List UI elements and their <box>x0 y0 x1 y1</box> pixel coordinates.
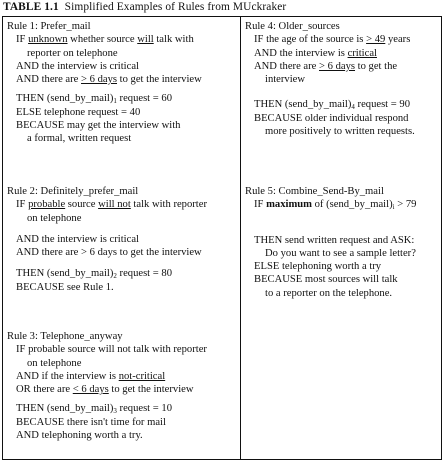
rule-5-then: THEN send written request and ASK: <box>254 234 415 246</box>
rule-1-because-cont: a formal, written request <box>27 133 132 145</box>
rule-2-condition-3: AND there are > 6 days to get the interview <box>16 247 202 259</box>
rule-1-condition-1: IF unknown whether source will talk with <box>16 34 194 46</box>
rule-5 <box>245 185 416 300</box>
rule-5-condition: IF maximum of $(send\_by\_mail)_i > 79$ <box>254 199 417 212</box>
rule-4-condition-1: IF the age of the source is > 49 years <box>254 34 411 46</box>
rule-4-because: BECAUSE older individual respond <box>254 112 409 124</box>
rule-4 <box>245 20 415 138</box>
rule-4-condition-3: AND there are > 6 days to get the <box>254 60 398 72</box>
rule-3-then: THEN $(send\_by\_mail)_3$ request = 10 <box>16 403 172 416</box>
rule-5-title: Rule 5: Combine_Send-By_mail <box>245 186 384 197</box>
rule-2 <box>7 185 207 294</box>
table-caption <box>3 1 286 14</box>
rule-3-because: BECAUSE there isn't time for mail <box>16 416 166 428</box>
rule-2-then: THEN $(send\_by\_mail)_2$ request = 80 <box>16 268 172 281</box>
rule-2-condition-1-cont: on telephone <box>27 212 82 224</box>
rule-4-condition-3-cont: interview <box>265 74 306 86</box>
rule-5-then-question: Do you want to see a sample letter? <box>265 247 416 259</box>
rule-2-condition-2: AND the interview is critical <box>16 233 139 245</box>
rule-4-title: Rule 4: Older_sources <box>245 21 340 32</box>
rule-3 <box>7 330 207 442</box>
rule-2-because: BECAUSE see Rule 1. <box>16 281 114 293</box>
rule-3-because-cont: AND telephoning worth a try. <box>16 430 143 442</box>
rule-3-condition-1: IF probable source will not talk with reporter <box>16 344 207 356</box>
table-label: TABLE 1.1 <box>3 1 59 13</box>
rule-5-because-cont: to a reporter on the telephone. <box>265 287 393 299</box>
rule-2-condition-1: IF probable source will not talk with reporter <box>16 199 207 211</box>
rule-5-else: ELSE telephoning worth a try <box>254 261 382 273</box>
rule-1-because: BECAUSE may get the interview with <box>16 120 181 132</box>
rule-3-condition-2: AND if the interview is not-critical <box>16 370 166 382</box>
rule-3-condition-3: OR there are < 6 days to get the interview <box>16 384 194 396</box>
rule-1-condition-2: AND the interview is critical <box>16 60 139 72</box>
rule-4-because-cont: more positively to written requests. <box>265 126 415 138</box>
rule-5-because: BECAUSE most sources will talk <box>254 274 398 286</box>
rule-1-title: Rule 1: Prefer_mail <box>7 21 91 32</box>
rule-1-else: ELSE telephone request = 40 <box>16 106 141 118</box>
rule-1-then: THEN $(send\_by\_mail)_1$ request = 60 <box>16 93 172 106</box>
rule-1-condition-3: AND there are > 6 days to get the interview <box>16 74 202 86</box>
rule-1 <box>7 20 202 146</box>
rule-1-condition-1-cont: reporter on telephone <box>27 47 118 59</box>
rule-2-title: Rule 2: Definitely_prefer_mail <box>7 186 139 197</box>
rule-3-title: Rule 3: Telephone_anyway <box>7 331 123 342</box>
table-title: Simplified Examples of Rules from MUckraker <box>64 1 287 13</box>
rule-3-condition-1-cont: on telephone <box>27 357 82 369</box>
rules-table <box>2 16 442 460</box>
rule-4-then: THEN $(send\_by\_mail)_4$ request = 90 <box>254 99 410 112</box>
column-divider <box>240 17 241 459</box>
rule-4-condition-2: AND the interview is critical <box>254 47 377 59</box>
